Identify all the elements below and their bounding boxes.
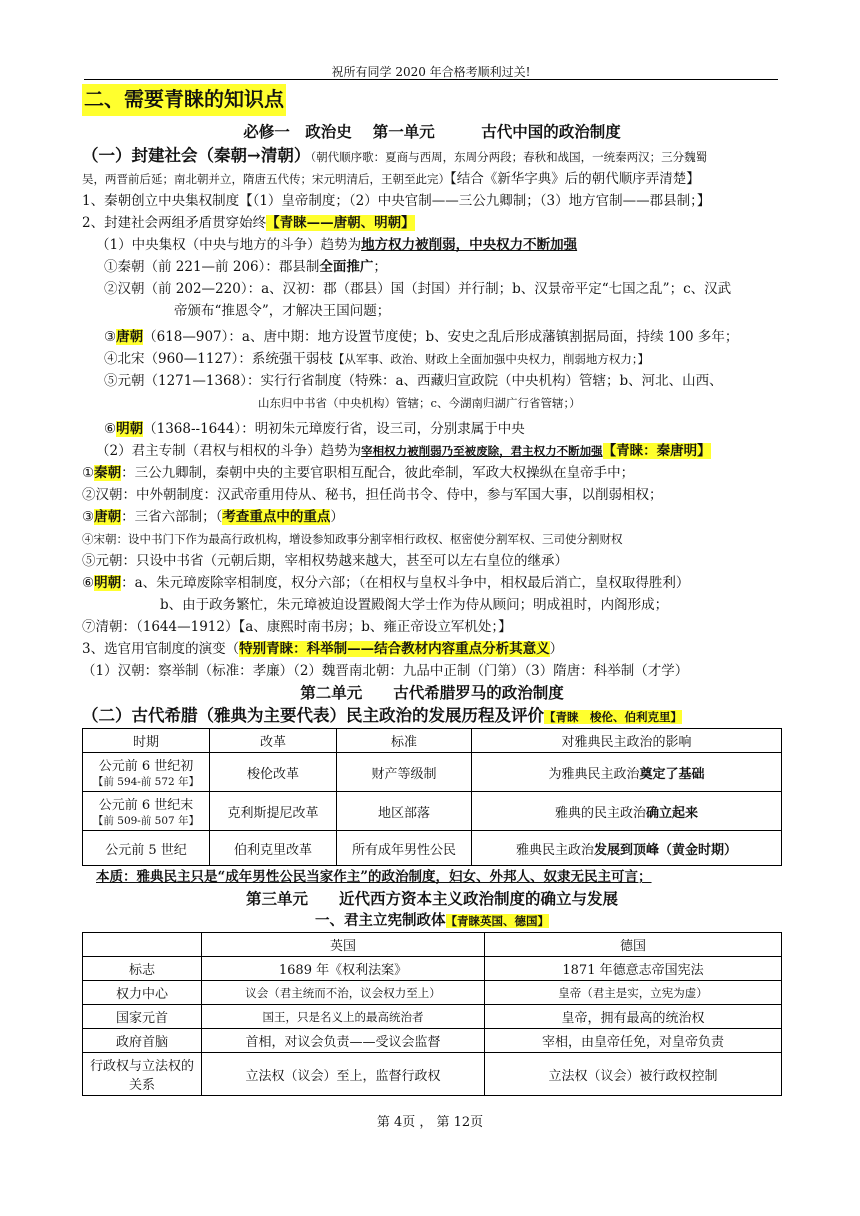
tang2-key-highlight: 考查重点中的重点 [222, 509, 331, 525]
standard-cell: 地区部落 [337, 792, 472, 831]
qin2-highlight: 秦朝 [94, 465, 122, 481]
tang1-highlight: 唐朝 [116, 329, 144, 345]
table-row [83, 1005, 782, 1029]
col-uk: 英国 [202, 933, 485, 957]
yuan2: ⑤元朝：只设中书省（元朝后期，宰相权势越来越大，甚至可以左右皇位的继承） [82, 553, 568, 569]
table-row [83, 1053, 782, 1096]
uk-cell: 立法权（议会）至上，监督行政权 [202, 1053, 485, 1096]
song1-note: 【从军事、政治、财政上全面加强中央权力，削弱地方权力；】 [332, 352, 650, 366]
de-cell: 宰相，由皇帝任免，对皇帝负责 [485, 1029, 782, 1053]
item3-highlight: 特别青睐：科举制——结合教材内容重点分析其意义 [239, 641, 550, 657]
item3-end: ） [549, 641, 564, 657]
part1-title-line2 [82, 168, 782, 190]
item2 [82, 212, 782, 234]
part3-title-line [82, 910, 782, 932]
tang2-highlight: 唐朝 [94, 509, 122, 525]
uk-cell: 议会（君主统而不治，议会权力至上） [202, 981, 485, 1005]
reform-cell: 克利斯提尼改革 [210, 792, 337, 831]
sub2-text: （2）君主专制（君权与相权的斗争）趋势为 [96, 443, 362, 459]
han2: ②汉朝：中外朝制度：汉武帝重用侍从、秘书，担任尚书令、侍中，参与军国大事，以削弱相权； [82, 487, 663, 503]
part2-title: （二）古代希腊（雅典为主要代表）民主政治的发展历程及评价 [82, 706, 544, 725]
sub2-highlight: 【青睐：秦唐明】 [602, 443, 711, 459]
ming1-num: ⑥ [104, 421, 117, 437]
de-cell: 皇帝（君主是实，立宪为虚） [485, 981, 782, 1005]
de-cell: 皇帝，拥有最高的统治权 [485, 1005, 782, 1029]
part2-highlight: 【青睐 梭伦、伯利克里】 [544, 710, 682, 724]
de-cell: 立法权（议会）被行政权控制 [485, 1053, 782, 1096]
period-text: 公元前 6 世纪初 [98, 759, 194, 774]
constitutional-monarchy-table [82, 932, 782, 1096]
item2-text: 2、封建社会两组矛盾贯穿始终 [82, 215, 267, 231]
item3-text: 3、选官用官制度的演变（ [82, 641, 240, 657]
ming2-text: ：a、朱元璋废除宰相制度，权分六部；（在相权与皇权斗争中，相权最后消亡，皇权取得胜利） [121, 575, 690, 591]
page-header: 祝所有同学 2020 年合格考顺利过关! [331, 65, 531, 79]
item2-highlight: 【青睐——唐朝、明朝】 [266, 215, 415, 231]
impact-text: 雅典民主政治 [515, 842, 594, 858]
table-row [83, 831, 782, 866]
sub1-text: （1）中央集权（中央与地方的斗争）趋势为 [96, 237, 362, 253]
song2: ④宋朝：设中书门下作为最高行政机构，增设参知政事分割宰相行政权、枢密使分割军权、三司使分割财权 [82, 532, 623, 546]
sub1 [82, 234, 782, 256]
uk-cell: 首相，对议会负责——受议会监督 [202, 1029, 485, 1053]
period-text: 公元前 6 世纪末 [98, 798, 194, 813]
tang2-num: ③ [82, 509, 95, 525]
impact-bold: 发展到顶峰（黄金时期） [594, 842, 738, 858]
uk-cell: 国王，只是名义上的最高统治者 [202, 1005, 485, 1029]
impact-text: 为雅典民主政治 [548, 766, 640, 782]
qin2-text: ：三公九卿制，秦朝中央的主要官职相互配合，彼此牵制，军政大权操纵在皇帝手中； [121, 465, 635, 481]
qin2-num: ① [82, 465, 95, 481]
table-header-row [83, 933, 782, 957]
col-germany: 德国 [485, 933, 782, 957]
item3-list: （1）汉朝：察举制（标准：孝廉）（2）魏晋南北朝：九品中正制（门第）（3）隋唐：科举制（才学） [82, 663, 689, 679]
qin1-text: ①秦朝（前 221—前 206）：郡县制 [104, 259, 320, 275]
ming1-highlight: 明朝 [116, 421, 144, 437]
dynasty-tail: 【结合《新华字典》后的朝代顺序弄清楚】 [450, 171, 700, 187]
period-cell [83, 753, 210, 792]
header-rule [84, 79, 778, 80]
page-footer: 第 4页 ， 第 12页 [376, 1115, 484, 1130]
table-row [83, 792, 782, 831]
tang1 [82, 326, 782, 348]
athens-essence: 本质：雅典民主只是“成年男性公民当家作主”的政治制度，妇女、外邦人、奴隶无民主可言； [96, 869, 652, 885]
ming2-num: ⑥ [82, 575, 95, 591]
song1-text: ④北宋（960—1127）：系统强干弱枝 [104, 351, 333, 367]
part3-title: 一、君主立宪制政体 [315, 912, 446, 929]
item3 [82, 638, 782, 660]
tang2-end: ） [330, 509, 344, 525]
impact-cell [472, 792, 782, 831]
period-cell: 公元前 5 世纪 [83, 831, 210, 866]
qin1-end: ； [373, 259, 387, 275]
qin1-bold: 全面推广 [319, 259, 374, 275]
impact-bold: 确立起来 [646, 805, 699, 821]
part1-title-line [82, 144, 782, 168]
tang1-text: （618—907）：a、唐中期：地方设置节度使；b、安史之乱后形成藩镇割据局面，持续 100 多年； [143, 329, 739, 345]
ming1 [82, 418, 782, 440]
sub2 [82, 440, 782, 462]
reform-cell: 伯利克里改革 [210, 831, 337, 866]
yuan1: ⑤元朝（1271—1368）：实行行省制度（特殊：a、西藏归宣政院（中央机构）管辖；b、河北、山西、 [104, 373, 723, 389]
col-standard: 标准 [337, 729, 472, 753]
de-cell: 1871 年德意志帝国宪法 [485, 957, 782, 981]
part2-title-line [82, 704, 782, 728]
sub1-underline: 地方权力被削弱，中央权力不断加强 [361, 237, 578, 253]
standard-cell: 财产等级制 [337, 753, 472, 792]
section-title-row [82, 84, 782, 120]
tang2 [82, 506, 782, 528]
impact-cell [472, 831, 782, 866]
reform-cell: 梭伦改革 [210, 753, 337, 792]
period-cell [83, 792, 210, 831]
table-header-row [83, 729, 782, 753]
yuan1b-text: 山东归中书省（中央机构）管辖；c、今湖南归湖广行省管辖；） [258, 396, 581, 410]
dynasty-song-note2: 吴，两晋前后延；南北朝并立，隋唐五代传；宋元明清后，王朝至此完） [82, 172, 450, 186]
label-cell: 标志 [83, 957, 202, 981]
label-cell: 政府首脑 [83, 1029, 202, 1053]
sub2-underline: 宰相权力被削弱乃至被废除，君主权力不断加强 [361, 444, 603, 458]
page-content [82, 84, 782, 1096]
unit3-title: 第三单元 近代西方资本主义政治制度的确立与发展 [245, 889, 618, 908]
qin1 [82, 256, 782, 278]
impact-text: 雅典的民主政治 [554, 805, 646, 821]
impact-bold: 奠定了基础 [639, 766, 705, 782]
col-blank [83, 933, 202, 957]
period-note: 【前 594-前 572 年】 [92, 776, 200, 788]
table-row [83, 753, 782, 792]
table-row [83, 1029, 782, 1053]
song1 [82, 348, 782, 370]
han1b: 帝颁布“推恩令”，才解决王国问题； [174, 303, 391, 319]
han1: ②汉朝（前 202—220）：a、汉初：郡（郡县）国（封国）并行制；b、汉景帝平定“七国之乱”；c、汉武 [104, 281, 732, 297]
table-row [83, 957, 782, 981]
qin2 [82, 462, 782, 484]
section-title: 二、需要青睐的知识点 [82, 84, 286, 116]
item1: 1、秦朝创立中央集权制度【（1）皇帝制度；（2）中央官制——三公九卿制；（3）地方官制——郡县制；】 [82, 193, 711, 209]
col-reform: 改革 [210, 729, 337, 753]
qing2: ⑦清朝：（1644—1912）【a、康熙时南书房；b、雍正帝设立军机处；】 [82, 619, 512, 635]
label-cell: 国家元首 [83, 1005, 202, 1029]
dynasty-song-note: （朝代顺序歌：夏商与西周，东周分两段；春秋和战国，一统秦两汉；三分魏蜀 [310, 150, 708, 164]
yuan1b [82, 392, 782, 418]
table-row [83, 981, 782, 1005]
ming1-text: （1368--1644）：明初朱元璋废行省，设三司，分别隶属于中央 [143, 421, 525, 437]
label-cell: 权力中心 [83, 981, 202, 1005]
tang1-num: ③ [104, 329, 117, 345]
unit1-title: 必修一 政治史 第一单元 古代中国的政治制度 [243, 122, 621, 141]
part3-highlight: 【青睐英国、德国】 [445, 914, 549, 928]
uk-cell: 1689 年《权利法案》 [202, 957, 485, 981]
unit2-title: 第二单元 古代希腊罗马的政治制度 [300, 683, 564, 702]
label-cell: 行政权与立法权的关系 [83, 1053, 202, 1096]
col-impact: 对雅典民主政治的影响 [472, 729, 782, 753]
ming2b: b、由于政务繁忙，朱元璋被迫设置殿阁大学士作为侍从顾问；明成祖时，内阁形成； [160, 597, 669, 613]
part1-title: （一）封建社会（秦朝→清朝） [82, 146, 311, 165]
col-period: 时期 [83, 729, 210, 753]
period-note: 【前 509-前 507 年】 [92, 815, 200, 827]
athens-reform-table [82, 728, 782, 866]
ming2-highlight: 明朝 [94, 575, 122, 591]
standard-cell: 所有成年男性公民 [337, 831, 472, 866]
tang2-text: ：三省六部制；（ [121, 509, 223, 525]
ming2 [82, 572, 782, 594]
impact-cell [472, 753, 782, 792]
